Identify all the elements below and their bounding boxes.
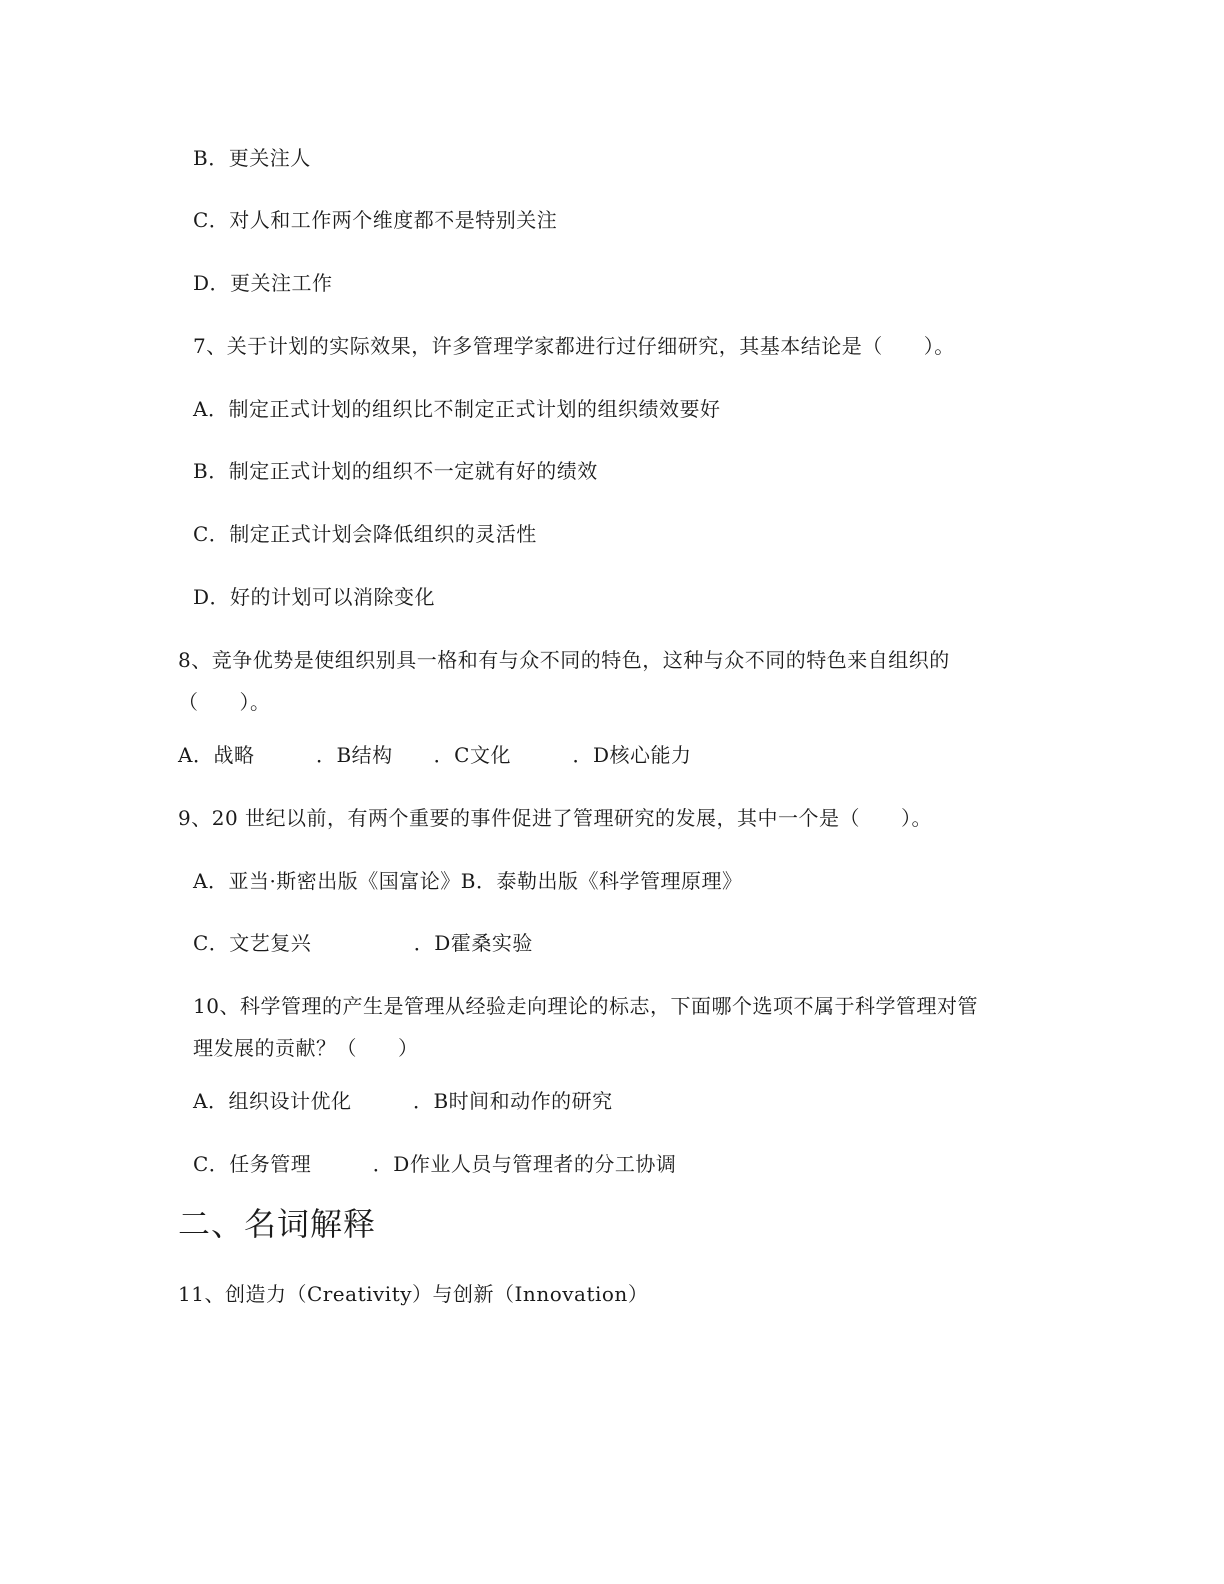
q10-stem-line2: 理发展的贡献？（ ） (193, 1036, 419, 1060)
q11-stem: 11、创造力（Creativity）与创新（Innovation） (178, 1282, 649, 1306)
q7-stem: 7、关于计划的实际效果，许多管理学家都进行过仔细研究，其基本结论是（ ）。 (193, 334, 955, 358)
q9-stem: 9、20 世纪以前，有两个重要的事件促进了管理研究的发展，其中一个是（ ）。 (178, 806, 933, 830)
q6-option-b: B．更关注人 (193, 146, 311, 170)
q10-options-cd: C．任务管理 ．D作业人员与管理者的分工协调 (193, 1152, 677, 1176)
q6-option-c: C．对人和工作两个维度都不是特别关注 (193, 208, 558, 232)
q7-option-c: C．制定正式计划会降低组织的灵活性 (193, 522, 537, 546)
q10-options-ab: A．组织设计优化 ．B时间和动作的研究 (193, 1089, 613, 1113)
q6-option-d: D．更关注工作 (193, 271, 333, 295)
q9-options-ab: A．亚当·斯密出版《国富论》B．泰勒出版《科学管理原理》 (193, 869, 743, 893)
q9-options-cd: C．文艺复兴 ．D霍桑实验 (193, 931, 533, 955)
q7-option-a: A．制定正式计划的组织比不制定正式计划的组织绩效要好 (193, 397, 721, 421)
q7-option-d: D．好的计划可以消除变化 (193, 585, 436, 609)
q8-stem-line2: （ ）。 (178, 690, 271, 714)
q8-stem-line1: 8、竞争优势是使组织别具一格和有与众不同的特色，这种与众不同的特色来自组织的 (178, 648, 950, 672)
q10-stem-line1: 10、科学管理的产生是管理从经验走向理论的标志，下面哪个选项不属于科学管理对管 (193, 994, 978, 1018)
q7-option-b: B．制定正式计划的组织不一定就有好的绩效 (193, 459, 598, 483)
q8-options: A．战略 ．B结构 ．C文化 ．D核心能力 (178, 743, 692, 767)
section-heading: 二、名词解释 (178, 1205, 377, 1243)
